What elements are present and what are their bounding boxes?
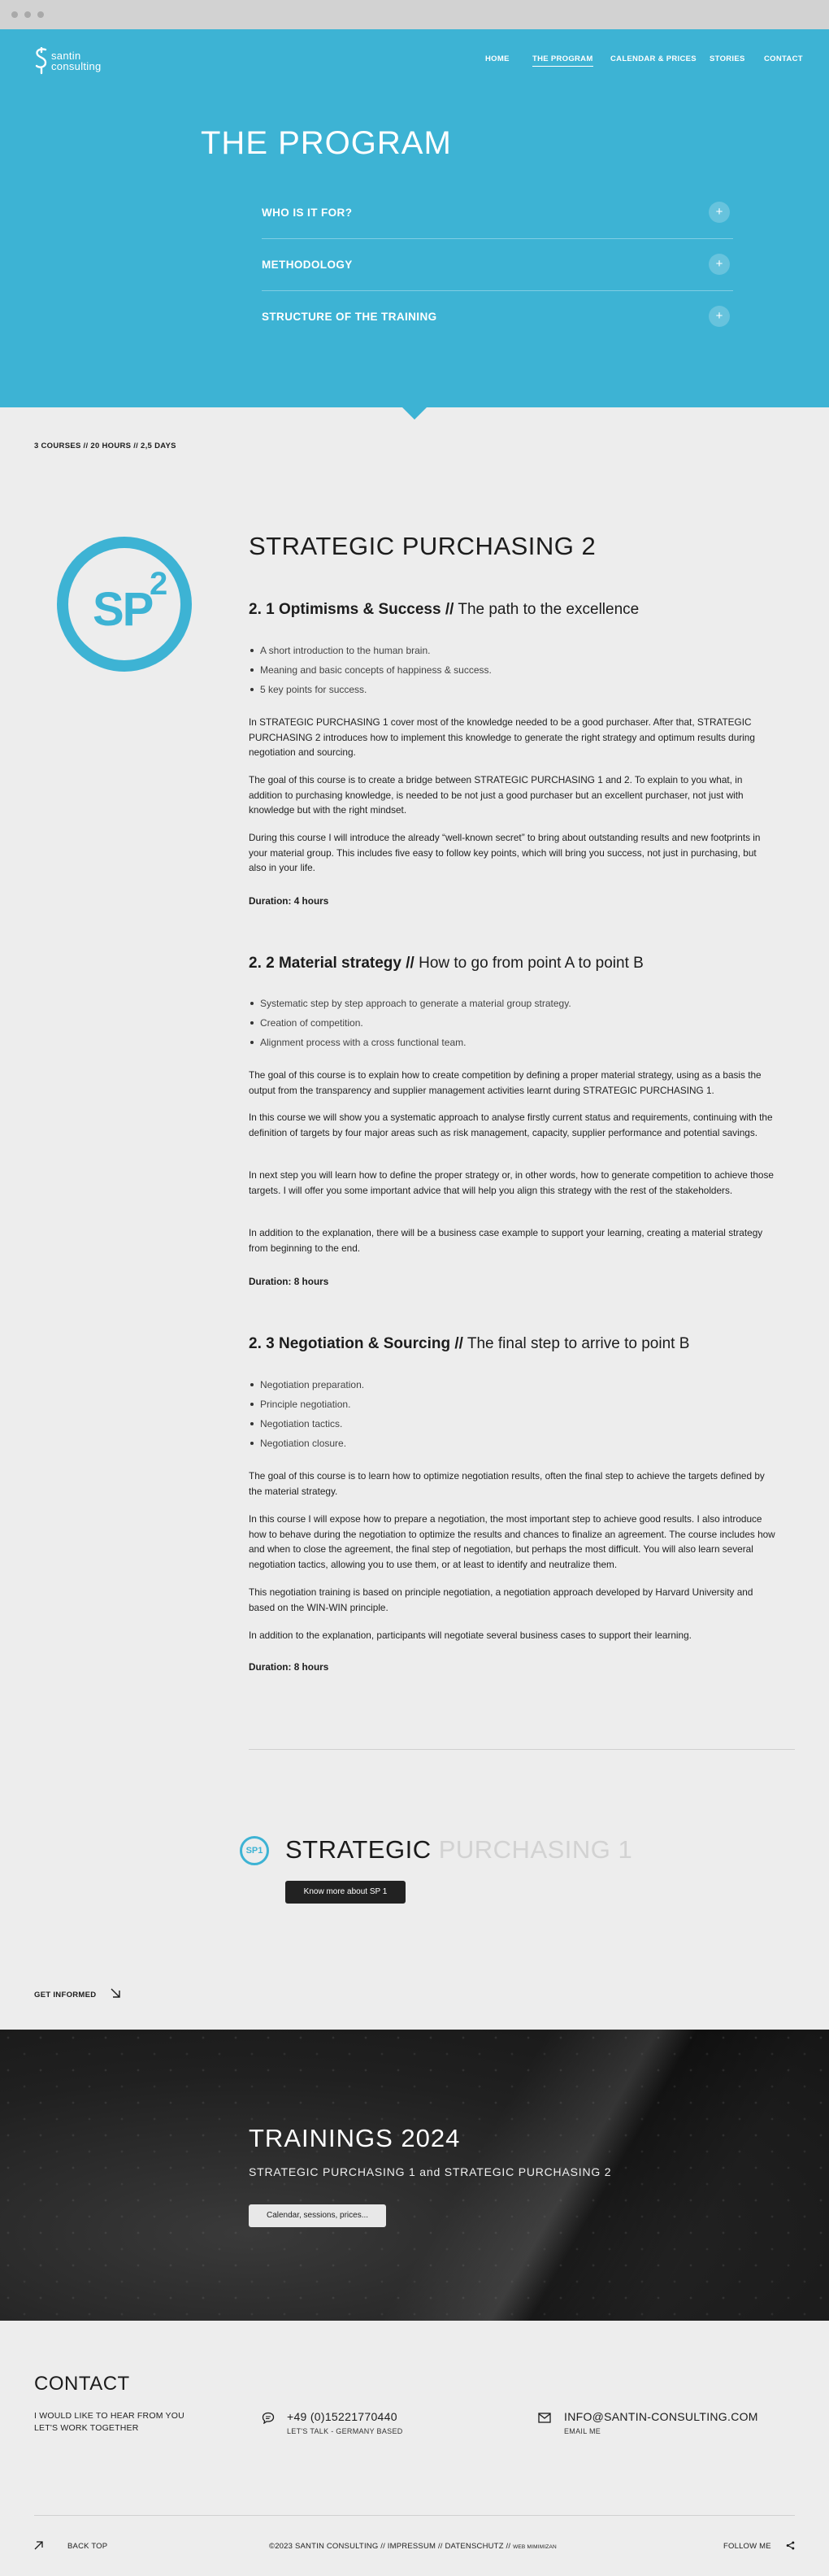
plus-icon[interactable]: + [709, 306, 730, 327]
trainings-banner [0, 2030, 829, 2321]
hero-notch [402, 407, 427, 420]
phone-number-link[interactable]: +49 (0)15221770440 [287, 2410, 397, 2423]
badge-text: SP [93, 583, 153, 636]
sp1-title-light: PURCHASING 1 [431, 1835, 633, 1864]
bullet-item: Principle negotiation. [249, 1395, 364, 1414]
back-top-link[interactable]: BACK TOP [67, 2542, 108, 2551]
badge-superscript: 2 [150, 566, 168, 602]
bullet-item: Creation of competition. [249, 1013, 571, 1033]
plus-icon[interactable]: + [709, 202, 730, 223]
bullet-item: Negotiation preparation. [249, 1375, 364, 1395]
mail-icon [538, 2413, 551, 2423]
sp1-title [285, 1835, 632, 1865]
accordion-structure[interactable] [262, 291, 733, 343]
banner-subtitle: STRATEGIC PURCHASING 1 and STRATEGIC PURCHASING 2 [249, 2165, 612, 2178]
section-separator: // [406, 955, 414, 972]
paragraph: In addition to the explanation, participants will negotiate several business cases to support their learning. [249, 1630, 692, 1641]
footer-divider [34, 2515, 795, 2516]
sp2-badge [57, 537, 192, 672]
section-title [249, 955, 644, 973]
arrow-up-right-icon[interactable] [34, 2541, 43, 2550]
section-number-title: 2. 1 Optimisms & Success [249, 601, 441, 618]
logo-text-line1: santin [51, 50, 81, 62]
nav-the-program-label: THE PROGRAM [532, 54, 593, 63]
sp1-badge-icon: SP1 [240, 1836, 269, 1865]
bullet-item: Negotiation tactics. [249, 1414, 364, 1434]
email-link[interactable]: INFO@SANTIN-CONSULTING.COM [564, 2410, 758, 2423]
section-separator: // [454, 1335, 463, 1352]
contact-subtitle: I WOULD LIKE TO HEAR FROM YOU LET'S WORK TOGETHER [34, 2411, 184, 2433]
accordion-who-is-it-for[interactable] [262, 187, 733, 239]
know-more-sp1-button[interactable]: Know more about SP 1 [285, 1881, 406, 1904]
window-dot-icon [11, 11, 18, 18]
accordion-label: WHO IS IT FOR? [262, 207, 353, 219]
email-note: EMAIL ME [564, 2427, 601, 2435]
window-dot-icon [24, 11, 31, 18]
paragraph: This negotiation training is based on principle negotiation, a negotiation approach developed by Harvard University and based on the WIN-WIN principle. [249, 1586, 753, 1613]
phone-note: LET'S TALK - GERMANY BASED [287, 2427, 403, 2435]
bullet-item: Meaning and basic concepts of happiness & success. [249, 660, 492, 680]
nav-calendar-prices[interactable]: CALENDAR & PRICES [610, 54, 697, 63]
bullet-item: A short introduction to the human brain. [249, 641, 492, 660]
section-subtitle: How to go from point A to point B [419, 955, 644, 972]
paragraph: In this course I will expose how to prepare a negotiation, the most important step to achieve good results. I also introduce how to behave during the negotiation to optimize the results and chances to finalize an agreement. The course includes how and when to close the agreement, the final step of negotiation, but perhaps the most difficult. You will also learn several negotiation tactics, allowing you to use them, or at least to identify and neutralize them. [249, 1513, 775, 1570]
banner-title: TRAININGS 2024 [249, 2124, 461, 2152]
paragraph: The goal of this course is to explain how to create competition by defining a proper material strategy, using as a basis the output from the transparency and supplier management activities learnt during STRATEGIC PURCHASING 1. [249, 1069, 762, 1096]
section-title [249, 1335, 689, 1353]
duration: Duration: 8 hours [249, 1661, 329, 1673]
sp1-title-dark: STRATEGIC [285, 1835, 432, 1864]
nav-the-program[interactable] [532, 54, 593, 63]
nav-contact[interactable]: CONTACT [764, 54, 803, 63]
browser-chrome [0, 0, 829, 29]
section-bullets [249, 994, 571, 1052]
accordion-label: METHODOLOGY [262, 259, 353, 271]
calendar-sessions-button[interactable]: Calendar, sessions, prices... [249, 2204, 386, 2227]
paragraph: In next step you will learn how to define the proper strategy or, in other words, how to generate competition to achieve those targets. I will offer you some important advice that will help you align this strategy with the rest of the stakeholders. [249, 1169, 774, 1196]
section-number-title: 2. 2 Material strategy [249, 955, 401, 972]
footer-copyright [269, 2542, 557, 2551]
accordion-methodology[interactable] [262, 239, 733, 291]
paragraph: During this course I will introduce the already “well-known secret” to bring about outstanding results and new footprints in your material group. This includes five easy to follow key points, which will bring you success, not just in purchasing, but also in your life. [249, 832, 761, 873]
plus-icon[interactable]: + [709, 254, 730, 275]
paragraph: In STRATEGIC PURCHASING 1 cover most of the knowledge needed to be a good purchaser. After that, STRATEGIC PURCHASING 2 introduces how to implement this knowledge to generate the right strategy and optimum results during negotiation and sourcing. [249, 716, 755, 758]
page-title: THE PROGRAM [201, 125, 452, 161]
logo[interactable] [34, 47, 124, 80]
bullet-item: Negotiation closure. [249, 1434, 364, 1453]
footer-credit[interactable]: WEB MIMIMIZAN [513, 2544, 557, 2550]
program-meta: 3 COURSES // 20 HOURS // 2,5 DAYS [34, 442, 176, 450]
section-bullets [249, 641, 492, 699]
section-number-title: 2. 3 Negotiation & Sourcing [249, 1335, 451, 1352]
share-icon[interactable] [786, 2541, 795, 2550]
duration: Duration: 4 hours [249, 895, 329, 907]
paragraph: In addition to the explanation, there will be a business case example to support your learning, creating a material strategy from beginning to the end. [249, 1227, 763, 1254]
paragraph: In this course we will show you a systematic approach to analyse firstly current status and requirements, continuing with the definition of targets by four major areas such as risk management, capacity, supplier performance and potential savings. [249, 1112, 773, 1138]
paragraph: The goal of this course is to learn how to optimize negotiation results, often the final step to achieve the targets defined by the material strategy. [249, 1470, 765, 1497]
paragraph: The goal of this course is to create a bridge between STRATEGIC PURCHASING 1 and 2. To explain to you what, in addition to purchasing knowledge, is needed to be not just a good purchaser but an excellent purchaser, not just with knowledge but with the right mindset. [249, 774, 744, 816]
nav-home[interactable]: HOME [485, 54, 510, 63]
arrow-down-right-icon[interactable] [110, 1987, 121, 1999]
section-title [249, 601, 639, 619]
contact-title: CONTACT [34, 2373, 130, 2395]
section-bullets [249, 1375, 364, 1453]
logo-text-line2: consulting [51, 60, 102, 72]
hero-section [0, 29, 829, 407]
section-separator: // [445, 601, 454, 618]
accordion-label: STRUCTURE OF THE TRAINING [262, 311, 437, 323]
chat-bubble-icon [262, 2412, 275, 2424]
nav-stories[interactable]: STORIES [710, 54, 745, 63]
window-dot-icon [37, 11, 44, 18]
nav-active-underline [532, 66, 593, 67]
bullet-item: 5 key points for success. [249, 680, 492, 699]
logo-icon [34, 47, 49, 75]
section-subtitle: The final step to arrive to point B [467, 1335, 690, 1352]
duration: Duration: 8 hours [249, 1276, 329, 1287]
get-informed-link[interactable]: GET INFORMED [34, 1991, 97, 1999]
divider [249, 1749, 795, 1750]
footer-copyright-text[interactable]: ©2023 SANTIN CONSULTING // IMPRESSUM // DATENSCHUTZ // [269, 2542, 511, 2551]
course-title: STRATEGIC PURCHASING 2 [249, 532, 597, 560]
follow-me-link[interactable]: FOLLOW ME [723, 2542, 771, 2551]
section-subtitle: The path to the excellence [458, 601, 640, 618]
bullet-item: Systematic step by step approach to generate a material group strategy. [249, 994, 571, 1013]
bullet-item: Alignment process with a cross functional team. [249, 1033, 571, 1052]
